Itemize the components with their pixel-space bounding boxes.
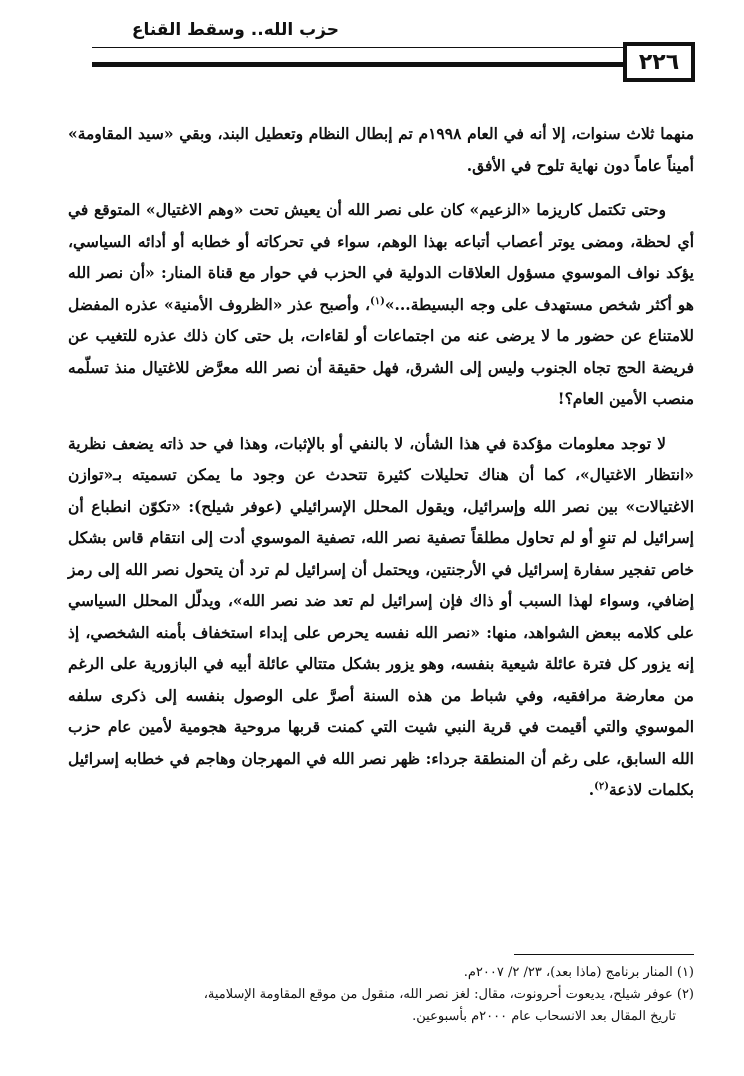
footnote-separator [514,954,694,955]
paragraph [68,428,694,806]
paragraph [68,194,694,415]
paragraph-text: ، وأصبح عذر «الظروف الأمنية» عذره المفضل للامتناع عن حضور ما لا يرضى عنه من اجتماعات أو لقاءات، بل حتى كان ذلك عذره للتغيب عن فريضة الحج تجاه الجنوب وليس إلى الشرق، فهل حقيقة أن نصر الله معرَّض للاغتيال منذ تسلّمه منصب الأمين العام؟! [68,294,694,408]
book-title: حزب الله.. وسقط القناع [131,20,339,40]
page-number [623,42,695,82]
paragraph-text: وحتى تكتمل كاريزما «الزعيم» كان على نصر الله أن يعيش تحت «وهم الاغتيال» المتوقع في أي لحظة، ومضى يوتر أعصاب أتباعه بهذا الوهم، سواء في تحركاته أو خطابه أو أدائه السياسي، يؤكد نواف الموسوي مسؤول العلاقات الدولية في الحزب في حوار مع قناة المنار: «أن نصر الله هو أكثر شخص مستهدف على وجه البسيطة...» [68,200,694,314]
footnotes [68,962,694,1028]
footnote: (١) المنار برنامج (ماذا بعد)، ٢٣/ ٢/ ٢٠٠٧م. [463,965,694,980]
body-text [68,118,694,819]
paragraph-text: منهما ثلاث سنوات، إلا أنه في العام ١٩٩٨م تم إبطال النظام وتعطيل البند، وبقي «سيد المقاومة» أميناً عاماً دون نهاية تلوح في الأفق. [68,124,694,175]
footnote: (٢) عوفر شيلح، يديعوت أحرونوت، مقال: لغز نصر الله، منقول من موقع المقاومة الإسلامية، [203,987,694,1002]
paragraph-text: . [588,780,595,799]
paragraph-text: لا توجد معلومات مؤكدة في هذا الشأن، لا بالنفي أو بالإثبات، وهذا في حد ذاته يضعف نظرية «انتظار الاغتيال»، كما أن هناك تحليلات كثيرة تتحدث عن وجود ما يمكن تسميته بـ«توازن الاغتيالات» بين نصر الله وإسرائيل، ويقول المحلل الإسرائيلي (عوفر شيلح): «تكوّن انطباع أن إسرائيل لم تنوِ أو لم تحاول مطلقاً تصفية نصر الله، تصفية الموسوي أدت إلى انتقام قاس بشكل خاص تفجير سفارة إسرائيل في الأرجنتين، ويحتمل أن إسرائيل لم ترد أن يتحول نصر الله إلى رمز إضافي، وسواء لهذا السبب أو ذاك فإن إسرائيل لم تعد ضد نصر الله»، ويدلّل المحلل السياسي على كلامه ببعض الشواهد، منها: «نصر الله نفسه يحرص على إبداء استخفاف بأمنه الشخصي، إذ إنه يزور كل فترة عائلة شيعية بنفسه، وهو يزور بشكل متتالي عائلة أبيه في البازورية على الرغم من معارضة مرافقيه، وفي شباط من هذه السنة أصرَّ على الوصول بنفسه إلى ذكرى سلفه الموسوي والتي أقيمت في قرية النبي شيت التي كمنت قربها مروحية هجومية لأمين عام حزب الله السابق، على رغم أن المنطقة جرداء: ظهر نصر الله في المهرجان وهاجم في خطابه إسرائيل بكلمات لاذعة [68,433,694,799]
footnote-reference[interactable]: (٢) [594,780,610,792]
page-header [0,0,744,100]
paragraph [68,118,694,181]
page-number-text: ٢٢٦ [638,49,680,75]
header-thick-rule [92,62,624,67]
footnote-continuation: تاريخ المقال بعد الانسحاب عام ٢٠٠٠م بأسبوعين. [412,1009,676,1024]
footnote-reference[interactable]: (١) [369,295,385,307]
header-thin-rule [92,47,624,48]
